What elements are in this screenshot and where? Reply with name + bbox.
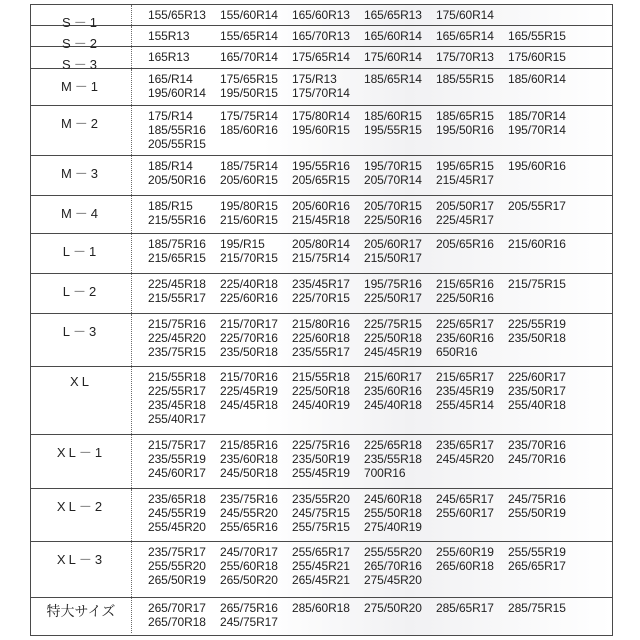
tire-size: 175/60R15	[508, 50, 566, 64]
tire-list	[148, 50, 612, 64]
tire-size: 255/65R16	[220, 520, 278, 534]
tire-size: 215/70R15	[220, 251, 278, 265]
tire-size: 215/75R14	[292, 251, 350, 265]
tire-size: 165/65R13	[364, 8, 422, 22]
tire-size: 235/60R16	[364, 384, 422, 398]
tire-size: 225/55R19	[508, 317, 566, 331]
tire-list	[148, 492, 612, 534]
tire-size: 195/70R14	[508, 123, 566, 137]
tire-size: 265/50R20	[220, 573, 278, 587]
tire-size: 245/75R16	[508, 492, 566, 506]
tire-size: 205/65R16	[436, 237, 494, 251]
tire-size: 275/45R20	[364, 573, 422, 587]
tire-size: 255/45R19	[292, 466, 350, 480]
tire-list	[148, 199, 612, 227]
tire-size: 235/50R18	[220, 345, 278, 359]
tire-size: 235/50R19	[292, 452, 350, 466]
tire-size: 195/50R15	[220, 86, 278, 100]
size-label-cell	[31, 598, 132, 633]
tire-size: 225/45R17	[436, 213, 494, 227]
tire-size: 245/55R19	[148, 506, 206, 520]
tire-size: 225/50R18	[364, 331, 422, 345]
tire-size: 265/70R16	[364, 559, 422, 573]
tire-size: 255/55R20	[364, 545, 422, 559]
tire-size: 175/65R14	[292, 50, 350, 64]
size-row	[31, 598, 612, 633]
size-label-cell	[31, 196, 132, 233]
size-label-cell	[31, 314, 132, 366]
size-label-cell	[31, 542, 132, 597]
size-row	[31, 234, 612, 274]
tire-size: 225/60R18	[292, 331, 350, 345]
tire-size: 205/60R15	[220, 173, 278, 187]
tire-size: 255/45R21	[292, 559, 350, 573]
tire-size: 185/70R14	[508, 109, 566, 123]
tire-list	[148, 545, 612, 587]
size-label: XL－2	[56, 499, 106, 514]
tire-size: 225/50R16	[436, 291, 494, 305]
tire-size: 275/50R20	[364, 601, 422, 615]
tire-size: 255/45R14	[436, 398, 494, 412]
tire-size: 285/75R15	[508, 601, 566, 615]
tire-size: 185/60R14	[508, 72, 566, 86]
size-row	[31, 5, 612, 30]
tire-size: 155/60R14	[220, 8, 278, 22]
tire-size: 215/55R17	[148, 291, 206, 305]
size-label-cell	[31, 106, 132, 155]
tire-size: 175/R14	[148, 109, 193, 123]
size-label: S－2	[62, 36, 100, 51]
tire-size: 215/70R16	[220, 370, 278, 384]
tire-size: 165/60R14	[364, 29, 422, 43]
tire-size: 225/60R16	[220, 291, 278, 305]
tire-size: 205/60R17	[364, 237, 422, 251]
size-label: M－1	[60, 79, 102, 94]
tire-size: 245/75R15	[292, 506, 350, 520]
size-label: XL－3	[56, 552, 106, 567]
tire-size: 175/60R14	[364, 50, 422, 64]
tire-size: 195/60R14	[148, 86, 206, 100]
tire-size: 185/55R15	[436, 72, 494, 86]
tire-size: 185/65R14	[364, 72, 422, 86]
size-label: XL	[70, 374, 92, 389]
tire-size: 225/45R19	[220, 384, 278, 398]
tire-size: 155/65R14	[220, 29, 278, 43]
tire-size: 215/45R17	[436, 173, 494, 187]
size-label: XL－1	[56, 445, 106, 460]
tire-size: 225/65R18	[364, 438, 422, 452]
size-label: S－3	[62, 57, 100, 72]
tire-list	[148, 72, 612, 100]
tire-size: 205/50R16	[148, 173, 206, 187]
tire-size: 175/80R14	[292, 109, 350, 123]
tire-size: 215/55R16	[148, 213, 206, 227]
tire-size: 215/60R17	[364, 370, 422, 384]
tire-size: 195/55R16	[292, 159, 350, 173]
tire-size: 185/R14	[148, 159, 193, 173]
tire-list	[148, 317, 612, 359]
tire-size: 700R16	[364, 466, 406, 480]
tire-size: 195/55R15	[364, 123, 422, 137]
tire-size: 205/80R14	[292, 237, 350, 251]
tire-size: 215/85R16	[220, 438, 278, 452]
tire-size: 215/70R17	[220, 317, 278, 331]
tire-size: 175/60R14	[436, 8, 494, 22]
tire-size: 185/75R16	[148, 237, 206, 251]
tire-size: 265/50R19	[148, 573, 206, 587]
tire-size: 245/65R17	[436, 492, 494, 506]
size-row	[31, 542, 612, 598]
size-label-cell	[31, 5, 132, 30]
tire-size: 285/65R17	[436, 601, 494, 615]
tire-size: 195/60R16	[508, 159, 566, 173]
tire-size: 245/60R18	[364, 492, 422, 506]
size-label-cell	[31, 435, 132, 488]
tire-size: 175/75R14	[220, 109, 278, 123]
tire-size: 265/65R17	[508, 559, 566, 573]
tire-size: 175/R13	[292, 72, 337, 86]
tire-size: 185/60R15	[364, 109, 422, 123]
tire-size: 215/65R17	[436, 370, 494, 384]
size-label: L－2	[62, 284, 100, 299]
tire-size: 255/50R19	[508, 506, 566, 520]
size-label-cell	[31, 274, 132, 313]
tire-size: 165/65R14	[436, 29, 494, 43]
tire-size: 165R13	[148, 50, 190, 64]
tire-size: 235/45R19	[436, 384, 494, 398]
tire-size: 245/60R17	[148, 466, 206, 480]
tire-size: 185/55R16	[148, 123, 206, 137]
tire-size: 175/65R15	[220, 72, 278, 86]
tire-size: 165/70R13	[292, 29, 350, 43]
tire-size: 215/50R17	[364, 251, 422, 265]
size-row	[31, 274, 612, 314]
tire-list	[148, 109, 612, 151]
tire-size: 185/65R15	[436, 109, 494, 123]
tire-size: 155R13	[148, 29, 190, 43]
tire-size: 195/80R15	[220, 199, 278, 213]
tire-list	[148, 601, 612, 629]
size-label: M－4	[60, 206, 102, 221]
size-label-cell	[31, 26, 132, 51]
tire-size: 235/75R17	[148, 545, 206, 559]
tire-size: 235/55R20	[292, 492, 350, 506]
tire-list	[148, 370, 612, 426]
tire-size: 215/80R16	[292, 317, 350, 331]
tire-size: 245/75R17	[220, 615, 278, 629]
size-label-cell	[31, 489, 132, 541]
tire-size: 235/75R15	[148, 345, 206, 359]
tire-size: 185/R15	[148, 199, 193, 213]
tire-size: 255/40R18	[508, 398, 566, 412]
tire-size: 255/60R19	[436, 545, 494, 559]
tire-size: 235/50R17	[508, 384, 566, 398]
size-label: S－1	[62, 15, 100, 30]
tire-size: 225/50R18	[292, 384, 350, 398]
tire-size: 235/70R16	[508, 438, 566, 452]
tire-size: 265/70R17	[148, 601, 206, 615]
size-label: M－2	[60, 116, 102, 131]
tire-size: 195/65R15	[436, 159, 494, 173]
tire-size: 255/50R18	[364, 506, 422, 520]
tire-size: 245/70R16	[508, 452, 566, 466]
tire-size: 235/60R18	[220, 452, 278, 466]
tire-size: 235/55R17	[292, 345, 350, 359]
tire-size: 245/40R18	[364, 398, 422, 412]
tire-size: 175/70R14	[292, 86, 350, 100]
tire-size: 165/70R14	[220, 50, 278, 64]
tire-size: 225/70R16	[220, 331, 278, 345]
tire-size: 215/60R16	[508, 237, 566, 251]
size-chart-table	[30, 4, 613, 636]
tire-size: 215/65R16	[436, 277, 494, 291]
tire-size: 265/75R16	[220, 601, 278, 615]
tire-size: 265/45R21	[292, 573, 350, 587]
tire-size: 205/55R17	[508, 199, 566, 213]
tire-size: 225/50R16	[364, 213, 422, 227]
tire-size: 195/50R16	[436, 123, 494, 137]
size-label-cell	[31, 47, 132, 72]
tire-size: 215/60R15	[220, 213, 278, 227]
tire-size: 255/65R17	[292, 545, 350, 559]
tire-size: 245/50R18	[220, 466, 278, 480]
tire-size: 255/45R20	[148, 520, 206, 534]
tire-size: 155/65R13	[148, 8, 206, 22]
tire-size: 195/70R15	[364, 159, 422, 173]
size-label: L－1	[62, 244, 100, 259]
tire-size: 225/75R16	[292, 438, 350, 452]
tire-size: 235/65R17	[436, 438, 494, 452]
tire-size: 225/40R18	[220, 277, 278, 291]
size-row	[31, 367, 612, 435]
tire-size: 235/75R16	[220, 492, 278, 506]
tire-size: 215/65R15	[148, 251, 206, 265]
tire-size: 285/60R18	[292, 601, 350, 615]
tire-size: 255/55R19	[508, 545, 566, 559]
tire-size: 255/75R15	[292, 520, 350, 534]
tire-size: 205/65R15	[292, 173, 350, 187]
size-label: 特大サイズ	[46, 603, 116, 619]
tire-size: 165/R14	[148, 72, 193, 86]
size-row	[31, 106, 612, 156]
tire-size: 165/55R15	[508, 29, 566, 43]
tire-size: 205/70R14	[364, 173, 422, 187]
tire-size: 225/60R17	[508, 370, 566, 384]
tire-size: 225/55R17	[148, 384, 206, 398]
size-row	[31, 69, 612, 106]
size-row	[31, 435, 612, 489]
tire-list	[148, 237, 612, 265]
size-label: L－3	[62, 324, 100, 339]
tire-size: 265/60R18	[436, 559, 494, 573]
tire-size: 215/75R15	[508, 277, 566, 291]
tire-size: 235/45R18	[148, 398, 206, 412]
tire-size: 235/55R18	[364, 452, 422, 466]
tire-size: 195/60R15	[292, 123, 350, 137]
size-row	[31, 314, 612, 367]
tire-size: 235/45R17	[292, 277, 350, 291]
size-row	[31, 196, 612, 234]
tire-list	[148, 159, 612, 187]
tire-size: 205/70R15	[364, 199, 422, 213]
tire-size: 225/50R17	[364, 291, 422, 305]
size-row	[31, 156, 612, 196]
tire-size: 225/45R20	[148, 331, 206, 345]
tire-size: 215/55R18	[148, 370, 206, 384]
size-label-cell	[31, 234, 132, 273]
tire-size: 175/70R13	[436, 50, 494, 64]
tire-size: 215/75R16	[148, 317, 206, 331]
tire-list	[148, 277, 612, 305]
tire-size: 245/55R20	[220, 506, 278, 520]
tire-size: 235/65R18	[148, 492, 206, 506]
tire-size: 205/50R17	[436, 199, 494, 213]
tire-list	[148, 438, 612, 480]
tire-size: 255/60R18	[220, 559, 278, 573]
size-label-cell	[31, 367, 132, 434]
size-row	[31, 47, 612, 72]
tire-size: 195/R15	[220, 237, 265, 251]
tire-size: 650R16	[436, 345, 478, 359]
size-label: M－3	[60, 166, 102, 181]
tire-size: 245/45R20	[436, 452, 494, 466]
tire-size: 245/70R17	[220, 545, 278, 559]
size-row	[31, 489, 612, 542]
tire-list	[148, 29, 612, 43]
tire-size: 225/45R18	[148, 277, 206, 291]
tire-size: 205/60R16	[292, 199, 350, 213]
tire-size: 185/60R16	[220, 123, 278, 137]
tire-size: 205/55R15	[148, 137, 206, 151]
tire-size: 255/60R17	[436, 506, 494, 520]
tire-size: 225/65R17	[436, 317, 494, 331]
tire-size: 165/60R13	[292, 8, 350, 22]
tire-size: 195/75R16	[364, 277, 422, 291]
tire-size: 185/75R14	[220, 159, 278, 173]
tire-size: 255/55R20	[148, 559, 206, 573]
tire-size: 215/45R18	[292, 213, 350, 227]
tire-size: 245/40R19	[292, 398, 350, 412]
tire-size: 245/45R18	[220, 398, 278, 412]
tire-size: 265/70R18	[148, 615, 206, 629]
tire-size: 245/45R19	[364, 345, 422, 359]
tire-size: 215/55R18	[292, 370, 350, 384]
tire-list	[148, 8, 612, 22]
tire-size: 255/40R17	[148, 412, 206, 426]
tire-size: 235/55R19	[148, 452, 206, 466]
tire-size: 235/50R18	[508, 331, 566, 345]
tire-size: 225/75R15	[364, 317, 422, 331]
size-label-cell	[31, 69, 132, 105]
tire-size: 235/60R16	[436, 331, 494, 345]
size-row	[31, 26, 612, 51]
size-label-cell	[31, 156, 132, 195]
tire-size: 275/40R19	[364, 520, 422, 534]
tire-size: 225/70R15	[292, 291, 350, 305]
tire-size: 215/75R17	[148, 438, 206, 452]
